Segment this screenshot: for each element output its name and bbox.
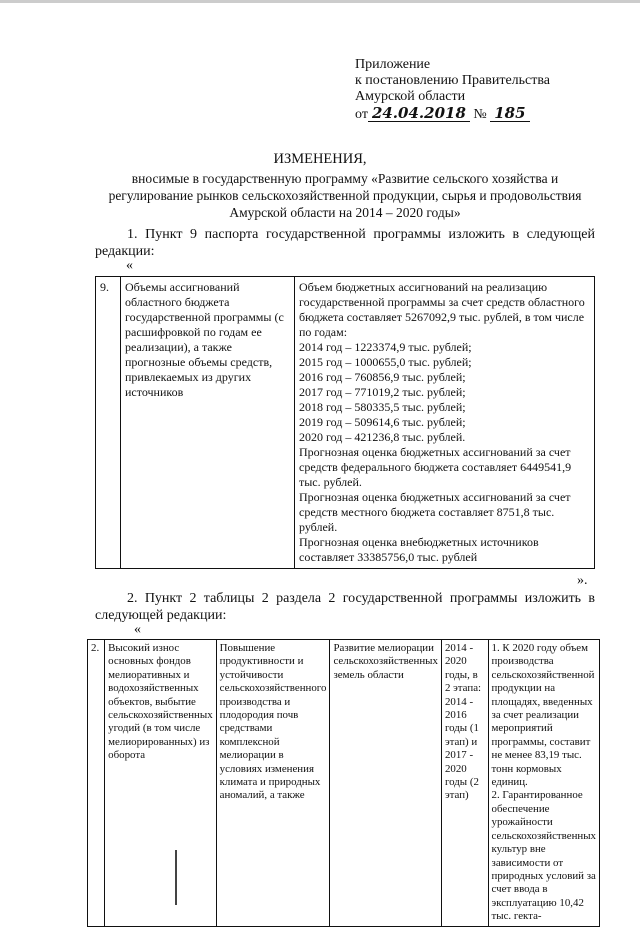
table-row (88, 640, 600, 927)
content-line: 2017 год – 771019,2 тыс. рублей; (299, 385, 466, 399)
number-prefix: № (473, 107, 487, 122)
row-content (295, 277, 595, 569)
appendix-line-1: Приложение (355, 57, 431, 72)
section-2-text: 2. Пункт 2 таблицы 2 раздела 2 государственной программы изложить в следующей редакции: (95, 591, 595, 623)
content-line: 2016 год – 760856,9 тыс. рублей; (299, 370, 466, 384)
cell-period: 2014 - 2020 годы, в 2 этапа: 2014 - 2016 годы (1 этап) и 2017 - 2020 годы (2 этап) (441, 640, 488, 927)
cell-number: 2. (88, 640, 105, 927)
appendix-line-2: к постановлению Правительства (355, 73, 551, 88)
content-line: Объем бюджетных ассигнований на реализацию государственной программы за счет средств областного бюджета составляет 5267092,9 тыс. рублей, в том числе по годам: (299, 280, 585, 339)
appendix-date-line (355, 105, 550, 123)
content-line: Прогнозная оценка бюджетных ассигнований за счет средств местного бюджета составляет 8751,8 тыс. рублей. (299, 490, 571, 534)
date-handwritten: 24.04.2018 (368, 105, 470, 122)
section-1-text: 1. Пункт 9 паспорта государственной программы изложить в следующей редакции: (95, 227, 595, 259)
row-number: 9. (96, 277, 121, 569)
content-line: Прогнозная оценка бюджетных ассигнований за счет средств федерального бюджета составляет 6449541,9 тыс. рублей. (299, 445, 572, 489)
cell-results (488, 640, 599, 927)
scan-mark (175, 850, 177, 905)
content-line: 2020 год – 421236,8 тыс. рублей. (299, 430, 466, 444)
section-2-open-quote: « (134, 622, 141, 637)
result-1: 1. К 2020 году объем производства сельскохозяйственной продукции на площадях, введенных за счет реализации мероприятий программы, составит не менее 83,19 тыс. тонн кормовых единиц. (491, 642, 595, 789)
document-subtitle: вносимые в государственную программу «Развитие сельского хозяйства и регулирование рынков сельскохозяйственной продукции, сырья и продовольствия Амурской области на 2014 – 2020 годы» (108, 171, 582, 220)
table-row (96, 277, 595, 569)
number-handwritten: 185 (490, 105, 529, 122)
appendix-header (355, 57, 550, 123)
content-line: Прогнозная оценка внебюджетных источников составляет 33385756,0 тыс. рублей (299, 535, 539, 564)
appendix-line-3: Амурской области (355, 89, 466, 104)
scan-edge (0, 0, 640, 3)
content-line: 2019 год – 509614,6 тыс. рублей; (299, 415, 466, 429)
cell-problem: Высокий износ основных фондов мелиоративных и водохозяйственных объектов, выбытие сельскохозяйственных угодий (в том числе мелиорированных) из оборота (105, 640, 216, 927)
result-2: 2. Гарантированное обеспечение урожайности сельскохозяйственных культур вне зависимости от природных условий за счет ввода в эксплуатацию 10,42 тыс. гекта- (491, 789, 597, 923)
content-line: 2014 год – 1223374,9 тыс. рублей; (299, 340, 472, 354)
row-name: Объемы ассигнований областного бюджета государственной программы (с расшифровкой по годам ее реализации), а также прогнозные объемы средств, привлекаемых из других источников (121, 277, 295, 569)
table-2 (87, 639, 600, 927)
cell-program: Развитие мелиорации сельскохозяйственных земель области (330, 640, 441, 927)
date-prefix: от (355, 107, 368, 122)
section-1-open-quote: « (126, 258, 133, 273)
cell-goal: Повышение продуктивности и устойчивости сельскохозяйственного производства и плодородия почв средствами комплексной мелиорации в условиях изменения климата и природных аномалий, а также (216, 640, 330, 927)
content-line: 2018 год – 580335,5 тыс. рублей; (299, 400, 466, 414)
document-title: ИЗМЕНЕНИЯ, (273, 151, 367, 167)
passport-table (95, 276, 595, 569)
content-line: 2015 год – 1000655,0 тыс. рублей; (299, 355, 472, 369)
section-1-close-quote: ». (577, 573, 588, 588)
